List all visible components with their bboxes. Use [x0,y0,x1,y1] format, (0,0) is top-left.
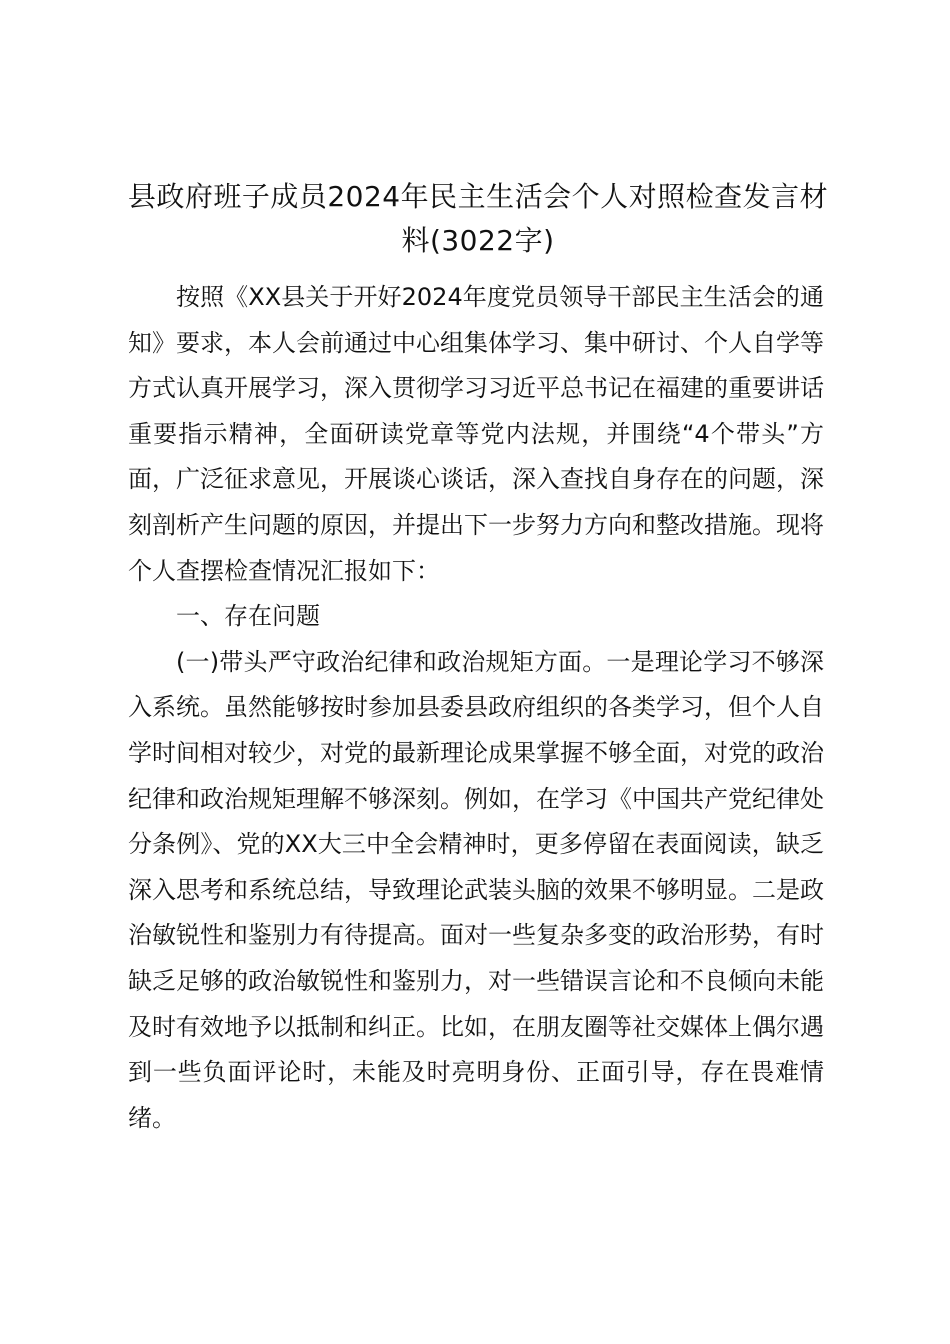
section-paragraph: (一)带头严守政治纪律和政治规矩方面。一是理论学习不够深入系统。虽然能够按时参加县委县政府组织的各类学习，但个人自学时间相对较少，对党的最新理论成果掌握不够全面，对党的政治纪律和政治规矩理解不够深刻。例如，在学习《中国共产党纪律处分条例》、党的XX大三中全会精神时，更多停留在表面阅读，缺乏深入思考和系统总结，导致理论武装头脑的效果不够明显。二是政治敏锐性和鉴别力有待提高。面对一些复杂多变的政治形势，有时缺乏足够的政治敏锐性和鉴别力，对一些错误言论和不良倾向未能及时有效地予以抵制和纠正。比如，在朋友圈等社交媒体上偶尔遇到一些负面评论时，未能及时亮明身份、正面引导，存在畏难情绪。 [128,647,824,1132]
section-heading: 一、存在问题 [176,602,320,631]
document-body [128,275,824,1141]
intro-paragraph: 按照《XX县关于开好2024年度党员领导干部民主生活会的通知》要求，本人会前通过中心组集体学习、集中研讨、个人自学等方式认真开展学习，深入贯彻学习习近平总书记在福建的重要讲话重要指示精神，全面研读党章等党内法规，并围绕“4个带头”方面，广泛征求意见，开展谈心谈话，深入查找自身存在的问题，深刻剖析产生问题的原因，并提出下一步努力方向和整改措施。现将个人查摆检查情况汇报如下： [128,283,824,585]
document-title: 县政府班子成员2024年民主生活会个人对照检查发言材料(3022字) [127,180,829,257]
